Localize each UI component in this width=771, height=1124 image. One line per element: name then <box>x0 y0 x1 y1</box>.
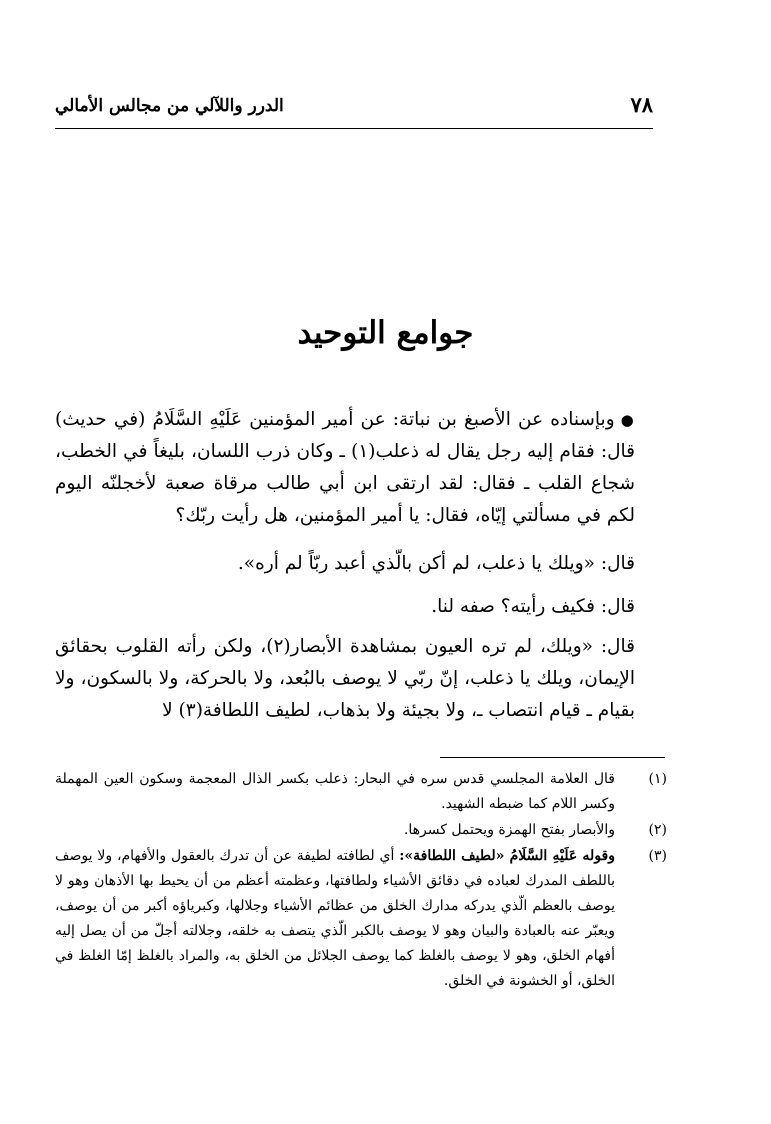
paragraph-3-text: قال: فكيف رأيته؟ صفه لنا. <box>431 596 635 617</box>
footnote-number: (١) <box>648 771 667 787</box>
footnote-divider <box>440 757 665 758</box>
header-divider <box>55 128 653 129</box>
footnote-number: (٢) <box>648 822 667 838</box>
paragraph-2-text: قال: «ويلك يا ذعلب، لم أكن بالّذي أعبد ربّاً لم أره». <box>237 553 635 574</box>
footnote-number: (٣) <box>648 848 667 864</box>
body-paragraph-1 <box>55 404 667 532</box>
footnotes <box>55 767 667 995</box>
footnote-2 <box>55 818 667 843</box>
body-paragraph-4 <box>55 631 667 727</box>
body-paragraph-2 <box>55 548 667 580</box>
footnote-1 <box>55 767 667 817</box>
bullet-icon: ● <box>620 411 635 429</box>
paragraph-4-text: قال: «ويلك، لم تره العيون بمشاهدة الأبصار(٢)، ولكن رأته القلوب بحقائق الإيمان، ويلك يا ذعلب، إنّ ربّي لا يوصف بالبُعد، ولا بالحركة، ولا بالسكون، ولا بقيام ـ قيام انتصاب ـ، ولا بجيئة ولا بذهاب، لطيف اللطافة(٣) لا <box>55 636 635 721</box>
footnote-text: أي لطافته لطيفة عن أن تدرك بالعقول والأفهام، ولا يوصف باللطف المدرك لعباده في دقائق الأشياء ولطافتها، وعظمته أعظم من أن يحيط بها الأذهان وهو لا يوصف بالعظم الّذي يدركه مدارك الخلق من عظائم الأشياء وجلالها، وكبرياؤه أكبر من أن يوصف، ويعبّر عنه بالعبادة والبيان وهو لا يوصف بالكبر الّذي يتصف به خلقه، وجلالته أجلّ من أن يصل إليه أفهام الخلق، وهو لا يوصف بالغلظ كما يوصف الجلائل من الخلق به، والمراد بالغلظ إمّا الغلظ في الخلق، أو الخشونة في الخلق. <box>55 848 615 989</box>
footnote-text: والأبصار بفتح الهمزة ويحتمل كسرها. <box>403 822 615 838</box>
page-header <box>55 92 653 124</box>
footnote-lead: وقوله عَلَيْهِ السَّلَامُ «لطيف اللطافة»: <box>399 848 615 864</box>
paragraph-1-text: وبإسناده عن الأصبغ بن نباتة: عن أمير المؤمنين عَلَيْهِ السَّلَامُ (في حديث) قال: فقام إليه رجل يقال له ذعلب(١) ـ وكان ذرب اللسان، بليغاً في الخطب، شجاع القلب ـ فقال: لقد ارتقى ابن أبي طالب مرقاة صعبة لأخجلنّه اليوم لكم في مسألتي إيّاه، فقال: يا أمير المؤمنين، هل رأيت ربّك؟ <box>55 409 635 526</box>
page-number: ٧٨ <box>630 92 653 117</box>
footnote-text: قال العلامة المجلسي قدس سره في البحار: ذعلب بكسر الذال المعجمة وسكون العين المهملة وكسر اللام كما ضبطه الشهيد. <box>55 771 615 812</box>
body-paragraph-3 <box>55 591 667 623</box>
footnote-3 <box>55 844 667 994</box>
running-title: الدرر واللآلي من مجالس الأمالي <box>55 96 284 116</box>
chapter-title: جوامع التوحيد <box>297 315 474 351</box>
footnote-text-block <box>55 844 615 994</box>
